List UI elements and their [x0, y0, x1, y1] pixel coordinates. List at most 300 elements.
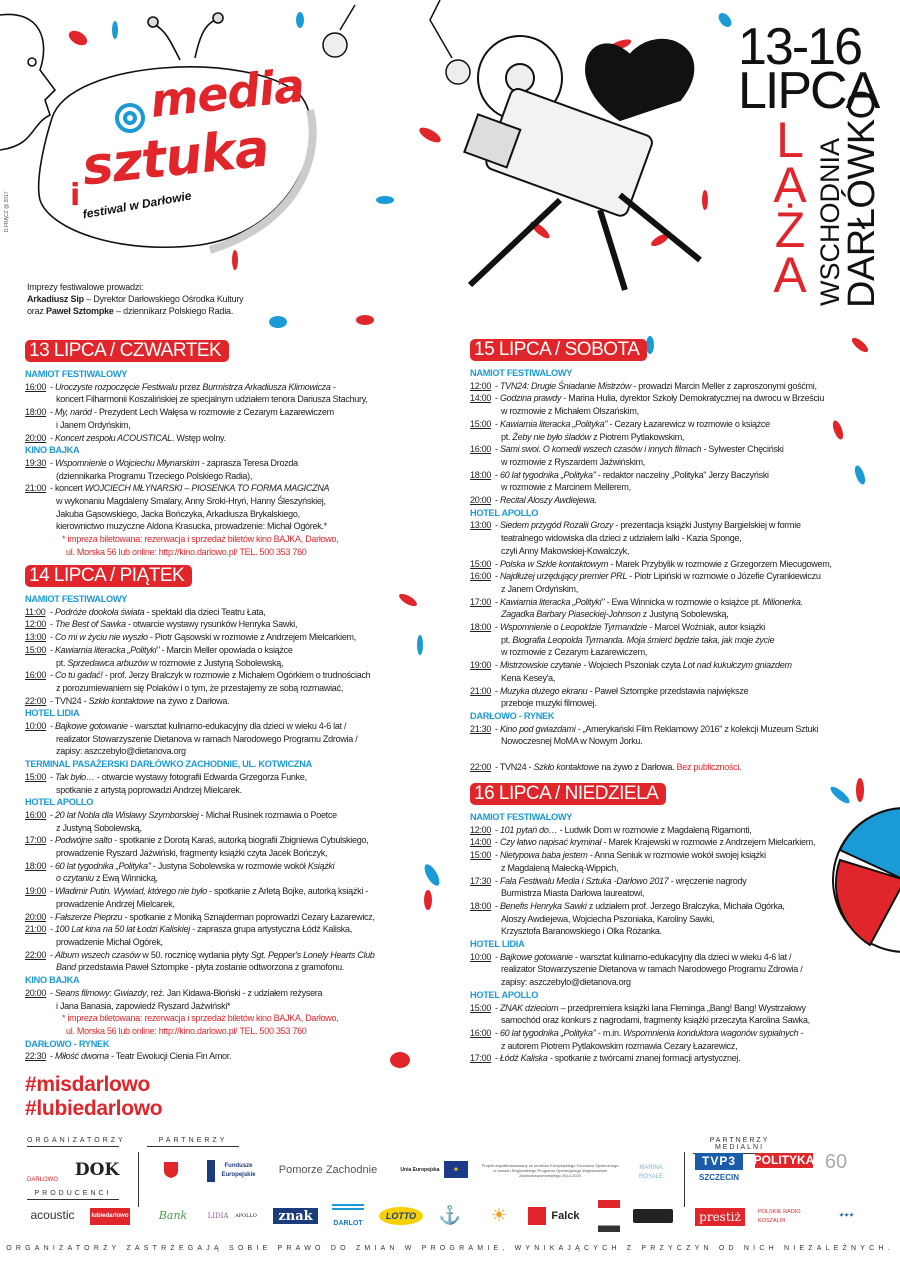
- day-block: [25, 340, 368, 559]
- program-event: [25, 644, 375, 669]
- event-text: -: [50, 987, 55, 998]
- hosts-and: oraz: [27, 306, 47, 316]
- logo-project-cofinanced: Projekt współfinansowany ze środków Europejskiego Funduszu Społecznego w ramach Regionalnego Programu Operacyjnego Województwa Zachodniopomorskiego 2014-2020: [481, 1162, 619, 1178]
- event-line: [470, 1002, 815, 1015]
- event-line-continued: [25, 657, 375, 670]
- host-name: Arkadiusz Sip: [27, 294, 84, 304]
- event-time: 17:00: [25, 835, 47, 846]
- face-profile-drawing: [0, 14, 55, 150]
- program-event: [470, 1002, 815, 1027]
- event-time: 18:00: [470, 622, 492, 633]
- event-text: -: [495, 1053, 500, 1064]
- event-line: [25, 885, 375, 898]
- program-event: [470, 380, 832, 393]
- event-title: Burmistrza Arkadiusza Klimowicza: [202, 381, 331, 392]
- event-text: - spotkanie z Arletą Bojke, autorką książki -: [206, 886, 369, 897]
- event-text: spotkanie z artystą poprowadzi Andrzej Mielcarek.: [56, 784, 242, 795]
- event-time: 17:30: [470, 875, 492, 886]
- plaza-letter: A: [773, 157, 807, 213]
- event-text: - Piotr Lipiński w rozmowie o Józefie Cyrankiewiczu: [627, 571, 821, 582]
- event-title: Recital Aloszy Awdiejewa.: [499, 495, 597, 506]
- hosts-info: [27, 281, 243, 317]
- festival-dates: 13-16: [738, 18, 861, 76]
- event-text: -: [495, 444, 500, 455]
- program-event: [470, 392, 832, 417]
- event-text: -: [495, 418, 500, 429]
- logo-prestiz: prestiż: [695, 1208, 745, 1226]
- event-line-continued: [25, 495, 368, 508]
- event-title: Szkło kontaktowe: [533, 761, 600, 772]
- event-line: [470, 469, 832, 482]
- event-text: -: [50, 860, 55, 871]
- venue-heading: DARŁOWO - RYNEK: [470, 710, 555, 721]
- event-time: 21:00: [25, 924, 47, 935]
- program-event: [25, 631, 375, 644]
- event-time: 15:00: [470, 850, 492, 861]
- logo-sztuka-word: sztuka: [79, 118, 272, 198]
- event-text: -: [495, 685, 500, 696]
- event-time: 15:00: [470, 1002, 492, 1013]
- event-text: - spotkanie z Moniką Sznajderman poprowadzi Cezary Łazarewicz,: [122, 911, 375, 922]
- event-line: [470, 570, 832, 583]
- event-text: -: [495, 723, 500, 734]
- event-time: 16:00: [470, 571, 492, 582]
- event-time: 10:00: [470, 951, 492, 962]
- event-title: Muzyka dużego ekranu: [499, 685, 588, 696]
- event-text: prowadzenie Andrzej Mielcarek,: [56, 898, 175, 909]
- event-text: - Wojciech Pszoniak czyta: [581, 660, 683, 671]
- event-text: i Jana Banasia, zapowiedź Ryszard Jaźwiński*: [56, 1000, 231, 1011]
- event-line-continued: [470, 646, 832, 659]
- event-title: Podróże dookoła świata: [54, 606, 145, 617]
- event-text: pt.: [501, 431, 513, 442]
- day-header: 14 LIPCA / PIĄTEK: [25, 565, 192, 587]
- event-text: Jakuba Gąsowskiego, Jacka Bończyka, Arkadiusza Brykalskiego,: [56, 508, 300, 519]
- event-text: (dziennikarka Programu Trzeciego Polskiego Radia),: [56, 470, 253, 481]
- event-text: -: [495, 1027, 500, 1038]
- event-text: w rozmowie z Michałem Olszańskim,: [501, 406, 639, 417]
- event-title: Koncert zespołu ACOUSTICAL: [54, 432, 172, 443]
- event-text: - Ludwik Dorn w rozmowie z Magdaleną Rigamonti,: [557, 824, 752, 835]
- program-event: [470, 596, 832, 621]
- event-text: -: [495, 571, 500, 582]
- event-line: [470, 659, 832, 672]
- event-time: 18:00: [25, 860, 47, 871]
- event-line-continued: [470, 583, 832, 596]
- event-line-continued: [25, 1000, 375, 1013]
- venue-heading: HOTEL LIDIA: [470, 939, 525, 950]
- event-text: z Justyną Sobolewską,: [640, 609, 729, 620]
- event-line: [470, 494, 832, 507]
- event-text: -: [50, 1051, 55, 1062]
- event-title: Godzina prawdy: [499, 393, 562, 404]
- event-text: - Marek Przybylik w rozmowie z Grzegorzem Miecugowem,: [608, 558, 832, 569]
- event-title: Podwójne salto: [54, 835, 113, 846]
- event-line: [25, 911, 375, 924]
- event-text: - prowadzi Marcin Meller z zaproszonymi gośćmi,: [631, 380, 817, 391]
- event-time: 18:00: [25, 407, 47, 418]
- venue-heading: DARŁOWO - RYNEK: [25, 1038, 110, 1049]
- event-line-continued: [25, 784, 375, 797]
- event-line: [470, 1052, 815, 1065]
- event-line-continued: [470, 697, 832, 710]
- day-header: 15 LIPCA / SOBOTA: [470, 339, 647, 361]
- event-line: [470, 824, 815, 837]
- hashtag[interactable]: #lubiedarlowo: [25, 1097, 163, 1120]
- logo-pomorze-zachodnie: Pomorze Zachodnie: [278, 1163, 378, 1176]
- plaza-letter: L: [776, 112, 804, 168]
- plaza-letter: A: [773, 247, 807, 303]
- event-text: -: [50, 949, 55, 960]
- event-text: -: [50, 809, 55, 820]
- event-title: Bajkowe gotowanie: [54, 721, 128, 732]
- event-line: [470, 836, 815, 849]
- event-time: 13:00: [25, 632, 47, 643]
- logo-darlowo: DARŁOWO: [26, 1177, 58, 1183]
- event-line-continued: [470, 431, 832, 444]
- event-text: w rozmowie z Justyną Sobolewską,: [148, 657, 284, 668]
- program-event: [25, 771, 375, 796]
- event-text: - Marcel Woźniak, autor książki: [647, 622, 765, 633]
- event-time: 19:00: [470, 660, 492, 671]
- program-event: [470, 836, 815, 849]
- venue-heading: NAMIOT FESTIWALOWY: [470, 368, 573, 378]
- event-title: Co mi w życiu nie wyszło: [54, 632, 148, 643]
- event-text: -: [495, 837, 500, 848]
- event-title: Fałszerze Pieprzu: [54, 911, 123, 922]
- event-text: -: [50, 670, 55, 681]
- event-text: - spotkanie z twórcami znanej formacji artystycznej.: [547, 1053, 741, 1064]
- event-time: 13:00: [470, 520, 492, 531]
- event-text: w rozmowie z Marcinem Mellerem,: [501, 482, 631, 493]
- event-time: 19:00: [25, 886, 47, 897]
- event-time: 12:00: [470, 380, 492, 391]
- event-title: Kawiarnia literacka „Polityka": [499, 418, 608, 429]
- microphone-drawing: [323, 0, 470, 84]
- event-title: 60 lat tygodnika „Polityka": [499, 1027, 596, 1038]
- event-line-continued: [25, 419, 368, 432]
- event-text: - koncert: [50, 483, 85, 494]
- event-text: - Cezary Łazarewicz w rozmowie o książce: [607, 418, 770, 429]
- event-text: -: [50, 771, 55, 782]
- event-text: - Sylwester Chęciński: [701, 444, 784, 455]
- divider: [138, 1152, 139, 1207]
- event-text: z autorem Piotrem Pytlakowskim rozmawia Cezary Łazarewicz,: [501, 1040, 738, 1051]
- event-text: przez: [177, 381, 203, 392]
- ticket-note: * impreza biletowana: rezerwacja i sprzedaż biletów kino BAJKA, Darłowo,: [62, 1013, 339, 1024]
- event-text: - spektakl dla dzieci Teatru Łata,: [144, 606, 266, 617]
- venue-heading: HOTEL APOLLO: [470, 507, 539, 518]
- program-event: [25, 923, 375, 948]
- event-line: [470, 443, 832, 456]
- event-text: -: [50, 911, 55, 922]
- event-text: zapisy: aszczebylo@dietanova.org: [501, 977, 631, 988]
- logo-hotel-lidia: LIDIA: [207, 1211, 229, 1220]
- event-line: [25, 631, 375, 644]
- event-text: -: [50, 924, 55, 935]
- event-line: [25, 381, 368, 394]
- day-header: 13 LIPCA / CZWARTEK: [25, 340, 229, 362]
- event-text: z Piotrem Pytlakowskim,: [590, 431, 685, 442]
- event-title: Kawiarnia literacka „Polityki": [499, 596, 605, 607]
- event-line-continued: [25, 745, 375, 758]
- eu-flag-icon: ✦: [444, 1161, 468, 1178]
- event-line-continued: [470, 672, 832, 685]
- event-title: Mistrzowskie czytanie: [499, 660, 582, 671]
- event-text: -: [495, 824, 500, 835]
- event-text: zapisy: aszczebylo@dietanova.org: [56, 746, 186, 757]
- event-text: -: [495, 951, 500, 962]
- event-title: Lot nad kukułczym gniazdem: [682, 660, 792, 671]
- venue-heading: HOTEL APOLLO: [25, 797, 94, 808]
- logo-lotto: LOTTO: [379, 1207, 423, 1225]
- event-time: 20:00: [25, 432, 47, 443]
- program-event: [470, 443, 832, 468]
- program-event: [25, 987, 375, 1012]
- event-text: samochód oraz konkurs z nagrodami, fragmenty książki przeczyta Karolina Sawka,: [501, 1015, 810, 1026]
- event-line-continued: [470, 634, 832, 647]
- event-title: 100 Lat kina na 50 lat Łodzi Kaliskiej: [54, 924, 190, 935]
- event-text: - Ewa Winnicka w rozmowie o książce pt.: [604, 596, 763, 607]
- event-title: Szkło kontaktowe: [88, 695, 155, 706]
- event-title: Łódź Kaliska: [499, 1053, 548, 1064]
- event-time: 14:00: [470, 837, 492, 848]
- event-line-continued: [25, 898, 375, 911]
- event-line: [470, 418, 832, 431]
- venue-heading: HOTEL LIDIA: [25, 708, 80, 719]
- event-text: - Justyna Sobolewska w rozmowie wokół: [150, 860, 308, 871]
- event-text: Kena Kesey'a,: [501, 672, 556, 683]
- event-line: [25, 406, 368, 419]
- event-title: Kawiarnia literacka „Polityki": [54, 644, 160, 655]
- event-line-continued: [25, 822, 375, 835]
- event-time: 19:30: [25, 457, 47, 468]
- event-title: Zagadka Barbary Piaseckiej-Johnson: [501, 609, 641, 620]
- logo-armet: [598, 1200, 620, 1232]
- event-text: Nowoczesnej MoMA w Nowym Jorku.: [501, 736, 643, 747]
- event-title: Benefis Henryka Sawki: [499, 900, 587, 911]
- program-event: [470, 685, 832, 710]
- event-text: Aloszy Awdiejewa, Wojciecha Pszoniaka, Karoliny Sawki,: [501, 913, 715, 924]
- program-event: [25, 406, 368, 431]
- event-title: Seans filmowy: Gwiazdy: [54, 987, 147, 998]
- event-line: [25, 457, 368, 470]
- program-event: [470, 494, 832, 507]
- event-time: 20:00: [470, 495, 492, 506]
- event-title: Kino pod gwiazdami: [499, 723, 576, 734]
- event-text: - zaprasza grupa artystyczna Łódź Kaliska,: [189, 924, 352, 935]
- event-time: 12:00: [470, 824, 492, 835]
- logo-polityka: POLITYKA: [753, 1153, 815, 1167]
- event-line: [25, 432, 368, 445]
- event-time: 16:00: [25, 809, 47, 820]
- event-title: Band: [56, 962, 76, 973]
- event-title: o czytaniu: [56, 873, 94, 884]
- venue-heading: NAMIOT FESTIWALOWY: [470, 812, 573, 822]
- logo-acoustic: acoustic: [30, 1207, 75, 1222]
- event-text: - prezentacja książki Justyny Bargielskiej w formie: [613, 520, 801, 531]
- event-time: 17:00: [470, 596, 492, 607]
- event-line: [25, 482, 368, 495]
- program-event: [470, 951, 815, 989]
- event-text: - prof. Jerzy Bralczyk w rozmowie z Michałem Ogórkiem o trudnościach: [102, 670, 371, 681]
- event-title: Tak było…: [54, 771, 95, 782]
- event-text: - „Amerykański Film Reklamowy 2016" z kolekcji Muzeum Sztuki: [575, 723, 819, 734]
- event-text: - TVN24 -: [50, 695, 89, 706]
- venue-heading: KINO BAJKA: [25, 975, 80, 986]
- partners-label: PARTNERZY: [147, 1137, 239, 1147]
- event-text: realizator Stowarzyszenie Dietanova w ramach Narodowego Programu Zdrowia /: [56, 733, 358, 744]
- event-text: - Paweł Sztompke przedstawia największe: [587, 685, 749, 696]
- event-text: -: [798, 1027, 804, 1038]
- event-text: - spotkanie z Dorotą Karaś, autorką biografii Zbigniewa Cybulskiego,: [112, 835, 369, 846]
- event-title: Wspomnienie o Leopoldzie Tyrmandzie: [499, 622, 648, 633]
- event-text: - redaktor naczelny „Polityka" Jerzy Baczyński: [595, 469, 769, 480]
- event-text: -: [495, 596, 500, 607]
- event-line-continued: [470, 1014, 815, 1027]
- event-text: - otwarcie wystawy fotografii Edwarda Grzegorza Funke,: [94, 771, 307, 782]
- event-title: Władimir Putin. Wywiad, którego nie było: [54, 886, 207, 897]
- event-line: [470, 621, 832, 634]
- program-event: [25, 618, 375, 631]
- event-line: [470, 596, 832, 609]
- event-time: 18:00: [470, 469, 492, 480]
- program-event: [25, 432, 368, 445]
- logo-hotel-apollo: APOLLO: [235, 1212, 257, 1219]
- program-event: [470, 659, 832, 684]
- day-block: [25, 565, 375, 1063]
- festival-month: LIPCA: [738, 62, 879, 120]
- ticket-note: ul. Morska 56 lub online: http://kino.darlowo.pl/ TEL. 500 353 760: [66, 1025, 307, 1036]
- event-title: Książki: [307, 860, 335, 871]
- program-event: [470, 1027, 815, 1052]
- event-title: My, naród: [54, 407, 92, 418]
- event-text: i Janem Ordyńskim,: [56, 419, 131, 430]
- event-line: [25, 606, 375, 619]
- event-time: 10:00: [25, 721, 47, 732]
- event-time: 11:00: [25, 606, 46, 617]
- event-text: -: [495, 875, 500, 886]
- event-time: 22:30: [25, 1051, 47, 1062]
- event-text: z Janem Ordyńskim,: [501, 583, 578, 594]
- event-title: Co tu gadać!: [54, 670, 103, 681]
- program-event: [470, 849, 815, 874]
- event-line-continued: [470, 735, 832, 748]
- event-line: [470, 1027, 815, 1040]
- event-title: Sprzedawca arbuzów: [67, 657, 149, 668]
- venue-heading: NAMIOT FESTIWALOWY: [25, 594, 128, 604]
- event-text: -: [495, 1002, 500, 1013]
- event-title: ZNAK dzieciom: [499, 1002, 559, 1013]
- program-event: [25, 809, 375, 834]
- ticket-note: * impreza biletowana: rezerwacja i sprzedaż biletów kino BAJKA, Darłowo,: [62, 534, 339, 545]
- event-time: 15:00: [25, 771, 47, 782]
- program-event: [25, 457, 368, 482]
- event-line: [25, 771, 375, 784]
- event-text: – przedpremiera książki Iana Fleminga „Bang! Bang! Wystrzałowy: [558, 1002, 806, 1013]
- event-line: [25, 720, 375, 733]
- event-text: -: [330, 381, 336, 392]
- event-title: Żeby nie było śladów: [512, 431, 591, 442]
- event-text: -: [495, 622, 500, 633]
- event-time: 16:00: [25, 381, 47, 392]
- event-text: teatralnego widowiska dla dzieci z udziałem lalki - Kazia Sponge,: [501, 533, 742, 544]
- event-text: kierownictwo muzyczne Aldona Krasucka, prowadzenie: Michał Ogórek.*: [56, 521, 327, 532]
- disclaimer: ORGANIZATORZY ZASTRZEGAJĄ SOBIE PRAWO DO ZMIAN W PROGRAMIE, WYNIKAJĄCYCH Z PRZYCZYN OD NICH NIEZALEŻNYCH.: [6, 1245, 894, 1252]
- event-title: Najdłużej urzędujący premier PRL: [499, 571, 628, 582]
- event-line-continued: [25, 393, 368, 406]
- event-time: 17:00: [470, 1053, 492, 1064]
- event-text: - Marek Krajewski w rozmowie z Andrzejem Mielcarkiem,: [601, 837, 816, 848]
- day-header: 16 LIPCA / NIEDZIELA: [470, 783, 666, 805]
- event-line: [470, 875, 815, 888]
- event-text: przeboje muzyki filmowej.: [501, 698, 597, 709]
- event-line: [25, 669, 375, 682]
- event-line: [25, 923, 375, 936]
- event-line: [470, 761, 832, 774]
- event-text: -: [50, 644, 55, 655]
- event-time: 22:00: [470, 761, 492, 772]
- host-role: – Dyrektor Darłowskiego Ośrodka Kultury: [83, 294, 244, 304]
- event-title: WOJCIECH MŁYNARSKI – PIOSENKA TO FORMA MAGICZNA: [84, 483, 330, 494]
- event-time: 20:00: [25, 987, 47, 998]
- event-title: Sami swoi. O komedii wszech czasów i innych filmach: [499, 444, 702, 455]
- logo-dok: DOK: [74, 1159, 120, 1180]
- event-line: [25, 695, 375, 708]
- program-event: [25, 720, 375, 758]
- media-partners-label: PARTNERZY MEDIALNI: [693, 1137, 786, 1154]
- event-line: [470, 392, 832, 405]
- event-text: pt.: [56, 657, 68, 668]
- event-line-continued: [470, 976, 815, 989]
- program-event: [25, 482, 368, 533]
- event-time: 12:00: [25, 619, 47, 630]
- event-line-continued: [470, 1040, 815, 1053]
- event-text: -: [495, 469, 500, 480]
- event-text: z Ewą Winnicką,: [93, 873, 158, 884]
- event-line-continued: [470, 545, 832, 558]
- event-text: -: [495, 520, 500, 531]
- event-text: prowadzenie Ryszard Jaźwiński, fragmenty książki czyta Jacek Bończyk,: [56, 848, 328, 859]
- event-line: [470, 900, 815, 913]
- event-line-continued: [470, 862, 815, 875]
- event-text: prowadzenie Michał Ogórek,: [56, 936, 163, 947]
- event-title: 20 lat Nobla dla Wisławy Szymborskiej: [54, 809, 199, 820]
- event-text: - Michał Rusinek rozmawia o Poetce: [198, 809, 337, 820]
- event-time: 22:00: [25, 695, 47, 706]
- anchor-logo-icon: ⚓: [438, 1204, 462, 1225]
- event-text: -: [50, 619, 55, 630]
- program-event: [470, 1052, 815, 1065]
- event-title: Biografia Leopolda Tyrmanda. Moja śmierć będzie taka, jak moje życie: [512, 634, 775, 645]
- logo-fundusze-europejskie: Fundusze Europejskie: [207, 1160, 262, 1182]
- program-event: [25, 885, 375, 910]
- program-event: [25, 695, 375, 708]
- event-line: [470, 558, 832, 571]
- event-time: 22:00: [25, 949, 47, 960]
- event-title: Siedem przygód Rozalii Grozy: [499, 520, 614, 531]
- event-title: Sgt. Pepper's Lonely Hearts Club: [250, 949, 375, 960]
- logo-darlot: DARLOT: [332, 1204, 364, 1228]
- hashtag[interactable]: #misdarlowo: [25, 1073, 151, 1096]
- event-line: [25, 618, 375, 631]
- hosts-intro: Imprezy festiwalowe prowadzi:: [27, 282, 144, 292]
- film-camera-drawing: [464, 36, 700, 290]
- event-text: w rozmowie z Cezarym Łazarewiczem,: [501, 647, 648, 658]
- event-line-continued: [470, 405, 832, 418]
- event-title: Album wszech czasów: [54, 949, 141, 960]
- event-text: , reż. Jan Kidawa-Błoński - z udziałem reżysera: [146, 987, 323, 998]
